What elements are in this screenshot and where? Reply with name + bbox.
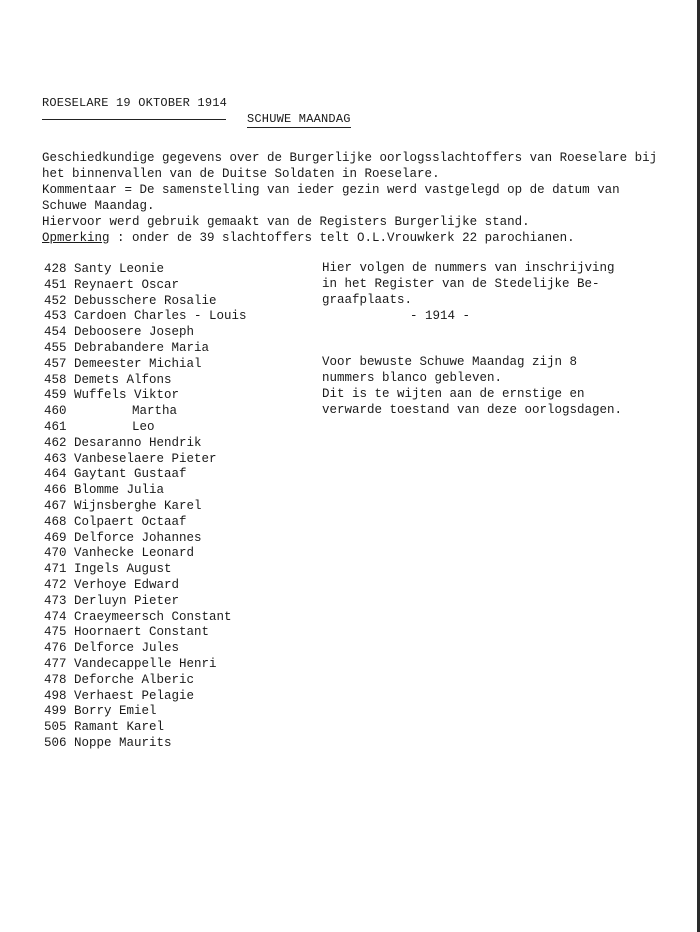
entry-number: 505 xyxy=(44,720,67,735)
list-item xyxy=(44,404,247,420)
entry-number: 477 xyxy=(44,656,67,671)
entry-number: 473 xyxy=(44,593,67,608)
list-item xyxy=(44,341,247,357)
intro-line: Hiervoor werd gebruik gemaakt van de Registers Burgerlijke stand. xyxy=(42,215,530,229)
list-item xyxy=(44,610,247,626)
entry-name: Borry Emiel xyxy=(74,704,157,719)
entry-number: 463 xyxy=(44,451,67,466)
entry-name: Deforche Alberic xyxy=(74,672,195,687)
entry-name: Santy Leonie xyxy=(74,262,165,276)
entry-number: 452 xyxy=(44,293,67,308)
entry-number: 499 xyxy=(44,704,67,719)
entry-number: 471 xyxy=(44,562,67,577)
entry-name: Wijnsberghe Karel xyxy=(74,498,202,513)
entry-number: 428 xyxy=(44,262,67,276)
list-item xyxy=(44,294,247,310)
list-item xyxy=(44,278,247,294)
list-item xyxy=(44,515,247,531)
entry-name: Derluyn Pieter xyxy=(74,593,180,608)
list-item xyxy=(44,736,247,752)
entry-name: Blomme Julia xyxy=(74,483,165,498)
entry-name: Delforce Johannes xyxy=(74,530,202,545)
entry-number: 478 xyxy=(44,672,67,687)
entry-number: 454 xyxy=(44,325,67,340)
entry-name: Vanbeselaere Pieter xyxy=(74,451,217,466)
list-item xyxy=(44,657,247,673)
note-line: graafplaats. xyxy=(322,293,413,307)
entry-name: Verhoye Edward xyxy=(74,577,180,592)
entry-name: Gaytant Gustaaf xyxy=(74,467,187,482)
entry-number: 459 xyxy=(44,388,67,403)
victims-list xyxy=(44,262,247,752)
list-item xyxy=(44,309,247,325)
entry-number: 462 xyxy=(44,435,67,450)
entry-name: Hoornaert Constant xyxy=(74,625,210,640)
remark-line xyxy=(42,230,657,246)
entry-name: Wuffels Viktor xyxy=(74,388,180,403)
entry-number: 464 xyxy=(44,467,67,482)
list-item xyxy=(44,625,247,641)
entry-number: 457 xyxy=(44,356,67,371)
entry-name: Noppe Maurits xyxy=(74,735,172,750)
entry-name: Ingels August xyxy=(74,562,172,577)
blank-numbers-note xyxy=(322,354,622,418)
list-item xyxy=(44,388,247,404)
list-item xyxy=(44,436,247,452)
list-item xyxy=(44,546,247,562)
list-item xyxy=(44,262,247,278)
entry-name: Deboosere Joseph xyxy=(74,325,195,340)
list-item xyxy=(44,483,247,499)
entry-name: Leo xyxy=(132,419,155,434)
entry-number: 460 xyxy=(44,404,67,419)
list-item xyxy=(44,704,247,720)
entry-number: 475 xyxy=(44,625,67,640)
entry-number: 474 xyxy=(44,609,67,624)
list-item xyxy=(44,420,247,436)
entry-name: Ramant Karel xyxy=(74,720,165,735)
intro-line: Kommentaar = De samenstelling van ieder gezin werd vastgelegd op de datum van xyxy=(42,183,620,197)
note-line: Voor bewuste Schuwe Maandag zijn 8 xyxy=(322,355,578,369)
entry-name: Vanhecke Leonard xyxy=(74,546,195,561)
note-line: Hier volgen de nummers van inschrijving xyxy=(322,261,615,275)
entry-number: 476 xyxy=(44,641,67,656)
entry-number: 453 xyxy=(44,309,67,324)
entry-name: Debrabandere Maria xyxy=(74,340,210,355)
note-line: nummers blanco gebleven. xyxy=(322,371,503,385)
entry-number: 461 xyxy=(44,419,67,434)
place-date: ROESELARE 19 OKTOBER 1914 xyxy=(42,96,228,110)
entry-name: Colpaert Octaaf xyxy=(74,514,187,529)
note-year: - 1914 - xyxy=(410,309,471,323)
list-item xyxy=(44,452,247,468)
list-item xyxy=(44,720,247,736)
entry-number: 498 xyxy=(44,688,67,703)
intro-line: het binnenvallen van de Duitse Soldaten in Roeselare. xyxy=(42,167,440,181)
entry-name: Martha xyxy=(132,404,178,419)
list-item xyxy=(44,531,247,547)
list-item xyxy=(44,673,247,689)
intro-paragraph xyxy=(42,150,657,246)
list-item xyxy=(44,499,247,515)
entry-number: 506 xyxy=(44,735,67,750)
entry-number: 466 xyxy=(44,483,67,498)
list-item xyxy=(44,578,247,594)
remark-label: Opmerking xyxy=(42,231,110,245)
entry-name: Debusschere Rosalie xyxy=(74,293,217,308)
header-rule xyxy=(42,119,226,120)
note-line: in het Register van de Stedelijke Be- xyxy=(322,277,600,291)
list-item xyxy=(44,467,247,483)
entry-number: 468 xyxy=(44,514,67,529)
intro-line: Geschiedkundige gegevens over de Burgerlijke oorlogsslachtoffers van Roeselare bij xyxy=(42,151,658,165)
list-item xyxy=(44,641,247,657)
remark-text: : onder de 39 slachtoffers telt O.L.Vrouwkerk 22 parochianen. xyxy=(109,231,575,245)
title-underline xyxy=(247,127,351,128)
entry-number: 472 xyxy=(44,577,67,592)
list-item xyxy=(44,689,247,705)
entry-number: 467 xyxy=(44,498,67,513)
entry-name: Reynaert Oscar xyxy=(74,277,180,292)
entry-name: Verhaest Pelagie xyxy=(74,688,195,703)
entry-name: Demets Alfons xyxy=(74,372,172,387)
list-item xyxy=(44,594,247,610)
entry-number: 458 xyxy=(44,372,67,387)
entry-name: Craeymeersch Constant xyxy=(74,609,232,624)
entry-name: Cardoen Charles - Louis xyxy=(74,309,247,324)
entry-name: Desaranno Hendrik xyxy=(74,435,202,450)
intro-line: Schuwe Maandag. xyxy=(42,199,155,213)
entry-number: 470 xyxy=(44,546,67,561)
entry-name: Delforce Jules xyxy=(74,641,180,656)
list-item xyxy=(44,357,247,373)
entry-number: 469 xyxy=(44,530,67,545)
register-note xyxy=(322,260,615,324)
note-line: Dit is te wijten aan de ernstige en xyxy=(322,387,585,401)
entry-name: Vandecappelle Henri xyxy=(74,656,217,671)
entry-name: Demeester Michial xyxy=(74,356,202,371)
note-line: verwarde toestand van deze oorlogsdagen. xyxy=(322,403,623,417)
list-item xyxy=(44,562,247,578)
list-item xyxy=(44,325,247,341)
entry-number: 455 xyxy=(44,340,67,355)
page-title: SCHUWE MAANDAG xyxy=(247,112,351,126)
entry-number: 451 xyxy=(44,277,67,292)
list-item xyxy=(44,373,247,389)
